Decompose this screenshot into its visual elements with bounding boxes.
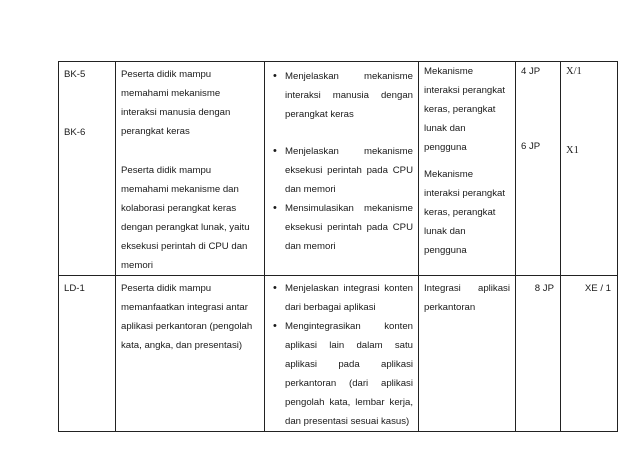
class-cell <box>561 62 618 276</box>
objective-item: • Menjelaskan mekanisme eksekusi perintah pada CPU dan memori <box>270 142 413 199</box>
objective-cell <box>265 276 419 432</box>
hours-bk6: 6 JP <box>521 141 541 152</box>
competency-cell <box>116 276 265 432</box>
material-bk5: Mekanisme interaksi perangkat keras, perangkat lunak dan pengguna <box>424 66 506 153</box>
hours-cell <box>516 62 561 276</box>
code-cell <box>59 276 116 432</box>
objective-item: • Menjelaskan mekanisme interaksi manusia dengan perangkat keras <box>270 67 413 124</box>
syllabus-table <box>58 61 618 432</box>
competency-cell <box>116 62 265 276</box>
hours-bk5: 4 JP <box>521 66 541 77</box>
class-cell <box>561 276 618 432</box>
code-bk6: BK-6 <box>64 127 86 138</box>
material-cell <box>419 276 516 432</box>
objective-item: • Menjelaskan integrasi konten dari berbagai aplikasi <box>270 279 413 317</box>
competency-bk6: Peserta didik mampu memahami mekanisme dan kolaborasi perangkat keras dengan perangkat lunak, yaitu eksekusi perintah di CPU dan memori <box>121 165 250 271</box>
objective-item: • Mengintegrasikan konten aplikasi lain dalam satu aplikasi pada aplikasi perkantoran (dari aplikasi pengolah kata, lembar kerja, dan presentasi sesuai kasus) <box>270 317 413 431</box>
table-row <box>59 276 618 432</box>
competency-ld1: Peserta didik mampu memanfaatkan integrasi antar aplikasi perkantoran (pengolah kata, angka, dan presentasi) <box>121 283 253 351</box>
code-bk5: BK-5 <box>64 69 86 80</box>
material-cell <box>419 62 516 276</box>
material-ld1: Integrasi aplikasi perkantoran <box>424 283 510 313</box>
hours-ld1: 8 JP <box>534 283 554 294</box>
objective-item: • Mensimulasikan mekanisme eksekusi perintah pada CPU dan memori <box>270 199 413 256</box>
table-row <box>59 62 618 276</box>
class-bk6: X1 <box>566 145 579 156</box>
material-bk6: Mekanisme interaksi perangkat keras, perangkat lunak dan pengguna <box>424 169 506 256</box>
hours-cell <box>516 276 561 432</box>
code-ld1: LD-1 <box>64 283 85 294</box>
competency-bk5: Peserta didik mampu memahami mekanisme interaksi manusia dengan perangkat keras <box>121 69 231 137</box>
objective-cell <box>265 62 419 276</box>
class-ld1: XE / 1 <box>584 283 611 294</box>
class-bk5: X/1 <box>566 66 582 77</box>
code-cell <box>59 62 116 276</box>
